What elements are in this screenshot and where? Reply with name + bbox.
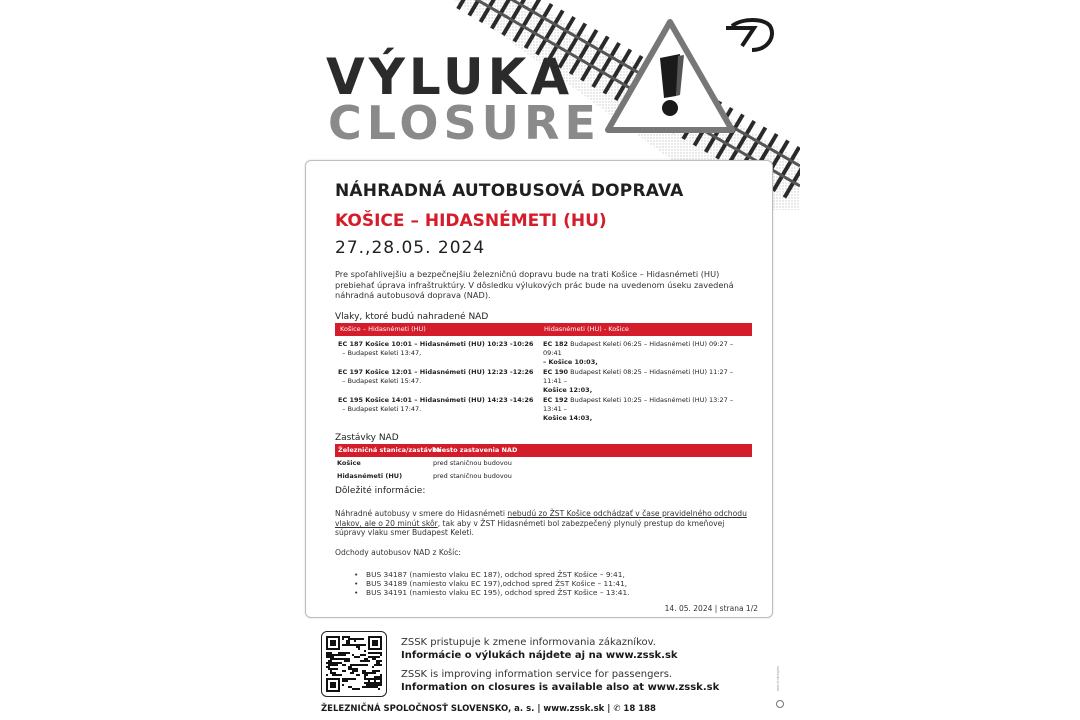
stops-header-bar <box>335 444 752 457</box>
trains-header-bar <box>335 323 752 336</box>
stop-place-1: pred staničnou budovou <box>433 459 512 467</box>
notice-date: 27.,28.05. 2024 <box>335 238 486 258</box>
footer-line-en-2: Information on closures is available also at www.zssk.sk <box>401 682 720 693</box>
warning-triangle-icon <box>604 18 736 136</box>
stop-place-2: pred staničnou budovou <box>433 472 512 480</box>
stops-heading: Zastávky NAD <box>335 433 399 443</box>
credit-icon <box>776 700 784 708</box>
notice-title: NÁHRADNÁ AUTOBUSOVÁ DOPRAVA <box>335 181 684 201</box>
stops-col1-header: Železničná stanica/zastávka <box>338 446 441 454</box>
company-footer: ŽELEZNIČNÁ SPOLOČNOSŤ SLOVENSKO, a. s. | www.zssk.sk | ✆ 18 188 <box>321 704 656 714</box>
qr-code-icon <box>321 631 387 697</box>
train-row-right-2: EC 190 Budapest Keleti 08:25 – Hidasnémeti (HU) 11:27 – 11:41 – Košice 12:03, <box>543 368 734 394</box>
important-paragraph: Náhradné autobusy v smere do Hidasnémeti nebudú zo ŽST Košice odchádzať v čase pravidelného odchodu vlakov, ale o 20 minút skôr, tak aby v ŽST Hidasnémeti bol zabezpečený plynulý prestup do kmeňovej súpravy vlaku smer Budapest Keleti. <box>335 509 747 537</box>
train-row-left-3: EC 195 Košice 14:01 – Hidasnémeti (HU) 14:23 -14:26 – Budapest Keleti 17:47. <box>338 396 534 413</box>
important-heading: Dôležité informácie: <box>335 486 426 496</box>
col-right-header: Hidasnémeti (HU) - Košice <box>544 325 629 333</box>
page-footer: 14. 05. 2024 | strana 1/2 <box>664 604 758 613</box>
departure-item-1: • BUS 34187 (namiesto vlaku EC 187), odchod spred ŽST Košice – 9:41, <box>366 570 625 579</box>
footer-line-sk-1: ZSSK pristupuje k zmene informovania zákazníkov. <box>401 637 656 648</box>
stop-station-2: Hidasnémeti (HU) <box>337 472 403 480</box>
train-row-left-2: EC 197 Košice 12:01 – Hidasnémeti (HU) 12:23 -12:26 – Budapest Keleti 15:47. <box>338 368 534 385</box>
train-row-left-1: EC 187 Košice 10:01 – Hidasnémeti (HU) 10:23 -10:26 – Budapest Keleti 13:47, <box>338 340 534 357</box>
stop-station-1: Košice <box>337 459 361 467</box>
zssk-logo-icon <box>724 16 776 54</box>
trains-heading: Vlaky, ktoré budú nahradené NAD <box>335 312 489 322</box>
title-closure: CLOSURE <box>328 96 601 150</box>
footer-line-en-1: ZSSK is improving information service for passengers. <box>401 669 673 680</box>
notice-route: KOŠICE – HIDASNÉMETI (HU) <box>335 211 607 231</box>
departures-heading: Odchody autobusov NAD z Košíc: <box>335 548 461 557</box>
train-row-right-3: EC 192 Budapest Keleti 10:25 – Hidasnémeti (HU) 13:27 – 13:41 – Košice 14:03, <box>543 396 734 422</box>
footer-line-sk-2: Informácie o výlukách nájdete aj na www.zssk.sk <box>401 650 678 661</box>
title-vyluka: VÝLUKA <box>326 48 574 106</box>
train-row-right-1: EC 182 Budapest Keleti 06:25 – Hidasnémeti (HU) 09:27 – 09:41 – Košice 10:03, <box>543 340 734 366</box>
departure-item-3: • BUS 34191 (namiesto vlaku EC 195), odchod spred ŽST Košice – 13:41. <box>366 588 630 597</box>
col-left-header: Košice – Hidasnémeti (HU) <box>340 325 426 333</box>
intro-paragraph: Pre spoľahlivejšiu a bezpečnejšiu železničnú dopravu bude na trati Košice – Hidasnémeti (HU) prebiehať úprava infraštruktúry. V dôsledku výlukových prác bude na uvedenom úseku zavedená náhradná autobusová doprava (NAD). <box>335 269 734 300</box>
notice-card <box>305 160 773 618</box>
departure-item-2: • BUS 34189 (namiesto vlaku EC 197),odchod spred ŽST Košice – 11:41, <box>366 579 627 588</box>
credit-text: mm.strategies <box>776 666 780 692</box>
stops-col2-header: Miesto zastavenia NAD <box>433 446 518 454</box>
